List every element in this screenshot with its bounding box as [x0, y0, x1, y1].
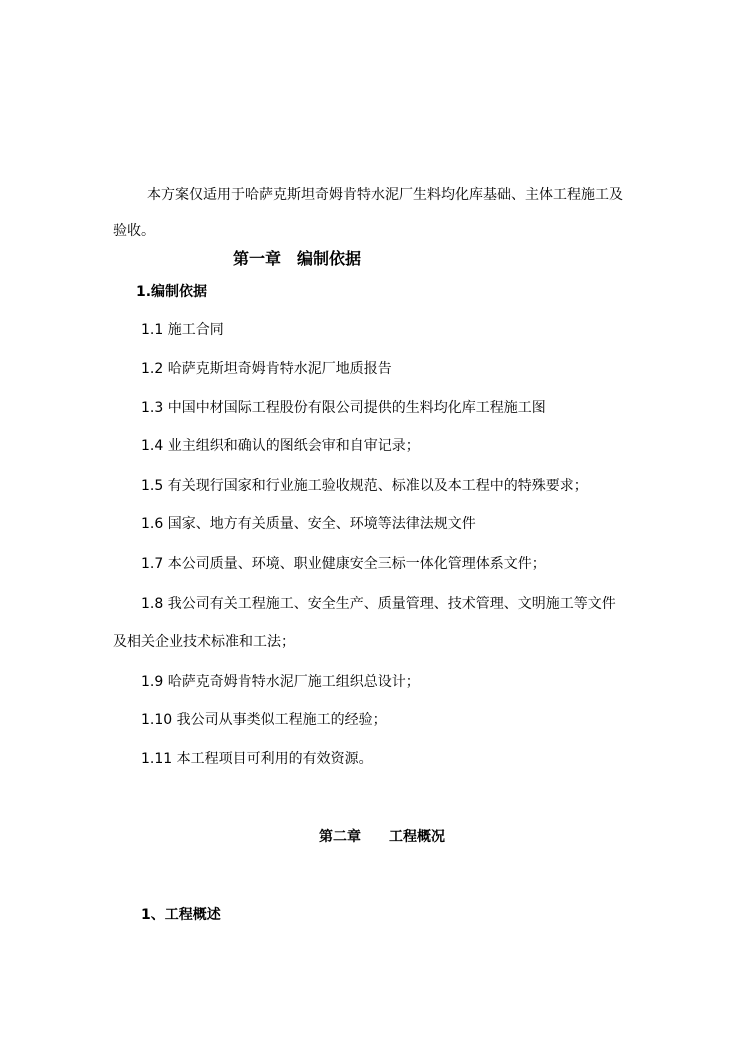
list-item-1-6: 1.6 国家、地方有关质量、安全、环境等法律法规文件 — [141, 516, 476, 532]
list-item-1-7: 1.7 本公司质量、环境、职业健康安全三标一体化管理体系文件； — [141, 556, 546, 572]
list-item-1-11: 1.11 本工程项目可利用的有效资源。 — [141, 751, 373, 767]
list-item-1-8-continuation: 及相关企业技术标准和工法； — [113, 634, 295, 650]
chapter-1-title: 第一章 编制依据 — [233, 249, 362, 268]
section-2-1-title: 1、工程概述 — [141, 907, 221, 923]
section-1-title: 1.编制依据 — [136, 284, 208, 300]
list-item-1-1: 1.1 施工合同 — [141, 322, 224, 338]
list-item-1-5: 1.5 有关现行国家和行业施工验收规范、标准以及本工程中的特殊要求； — [141, 478, 588, 494]
intro-paragraph-line-2: 验收。 — [113, 223, 155, 239]
chapter-2-title: 第二章 工程概况 — [319, 829, 445, 845]
list-item-1-8: 1.8 我公司有关工程施工、安全生产、质量管理、技术管理、文明施工等文件 — [141, 596, 616, 612]
list-item-1-3: 1.3 中国中材国际工程股份有限公司提供的生料均化库工程施工图 — [141, 400, 546, 416]
list-item-1-10: 1.10 我公司从事类似工程施工的经验； — [141, 712, 387, 728]
list-item-1-4: 1.4 业主组织和确认的图纸会审和自审记录； — [141, 438, 420, 454]
intro-paragraph-line-1: 本方案仅适用于哈萨克斯坦奇姆肯特水泥厂生料均化库基础、主体工程施工及 — [147, 187, 623, 203]
list-item-1-9: 1.9 哈萨克奇姆肯特水泥厂施工组织总设计； — [141, 674, 420, 690]
list-item-1-2: 1.2 哈萨克斯坦奇姆肯特水泥厂地质报告 — [141, 361, 392, 377]
